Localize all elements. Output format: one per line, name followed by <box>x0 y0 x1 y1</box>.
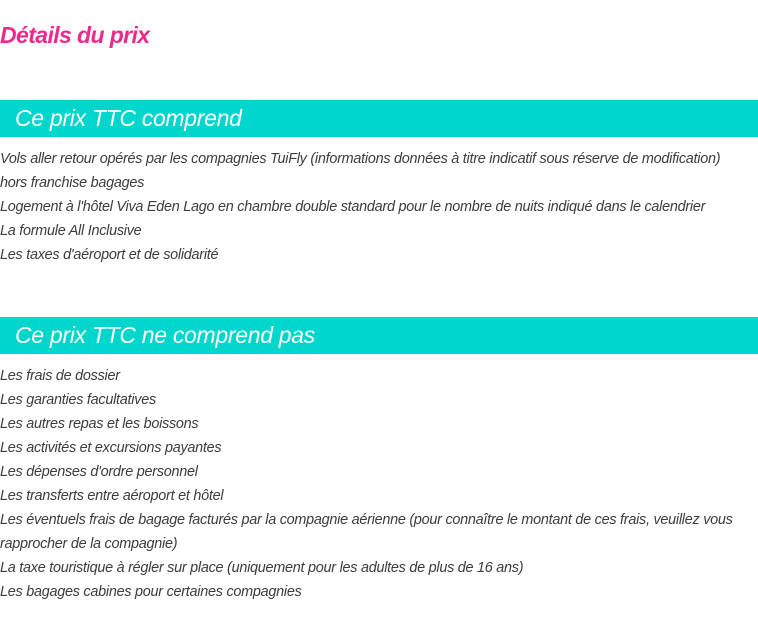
list-item: Les dépenses d'ordre personnel <box>0 464 198 480</box>
excluded-section-heading: Ce prix TTC ne comprend pas <box>0 317 758 354</box>
included-section-heading: Ce prix TTC comprend <box>0 100 758 137</box>
list-item: Les bagages cabines pour certaines compagnies <box>0 584 302 600</box>
list-item: Les frais de dossier <box>0 368 120 384</box>
list-item: Les éventuels frais de bagage facturés par la compagnie aérienne (pour connaître le montant de ces frais, veuillez vous <box>0 512 733 528</box>
list-item: Les activités et excursions payantes <box>0 440 222 456</box>
list-item: La formule All Inclusive <box>0 223 142 239</box>
list-item: Les transferts entre aéroport et hôtel <box>0 488 224 504</box>
list-item: Les autres repas et les boissons <box>0 416 199 432</box>
page-title: Détails du prix <box>0 22 150 48</box>
list-item: Les garanties facultatives <box>0 392 156 408</box>
list-item: Vols aller retour opérés par les compagnies TuiFly (informations données à titre indicatif sous réserve de modification) <box>0 151 721 167</box>
list-item: Logement à l'hôtel Viva Eden Lago en chambre double standard pour le nombre de nuits indiqué dans le calendrier <box>0 199 706 215</box>
list-item: Les taxes d'aéroport et de solidarité <box>0 247 219 263</box>
list-item: rapprocher de la compagnie) <box>0 536 178 552</box>
list-item: hors franchise bagages <box>0 175 145 191</box>
included-list <box>0 147 758 267</box>
list-item: La taxe touristique à régler sur place (uniquement pour les adultes de plus de 16 ans) <box>0 560 524 576</box>
excluded-list <box>0 364 758 604</box>
